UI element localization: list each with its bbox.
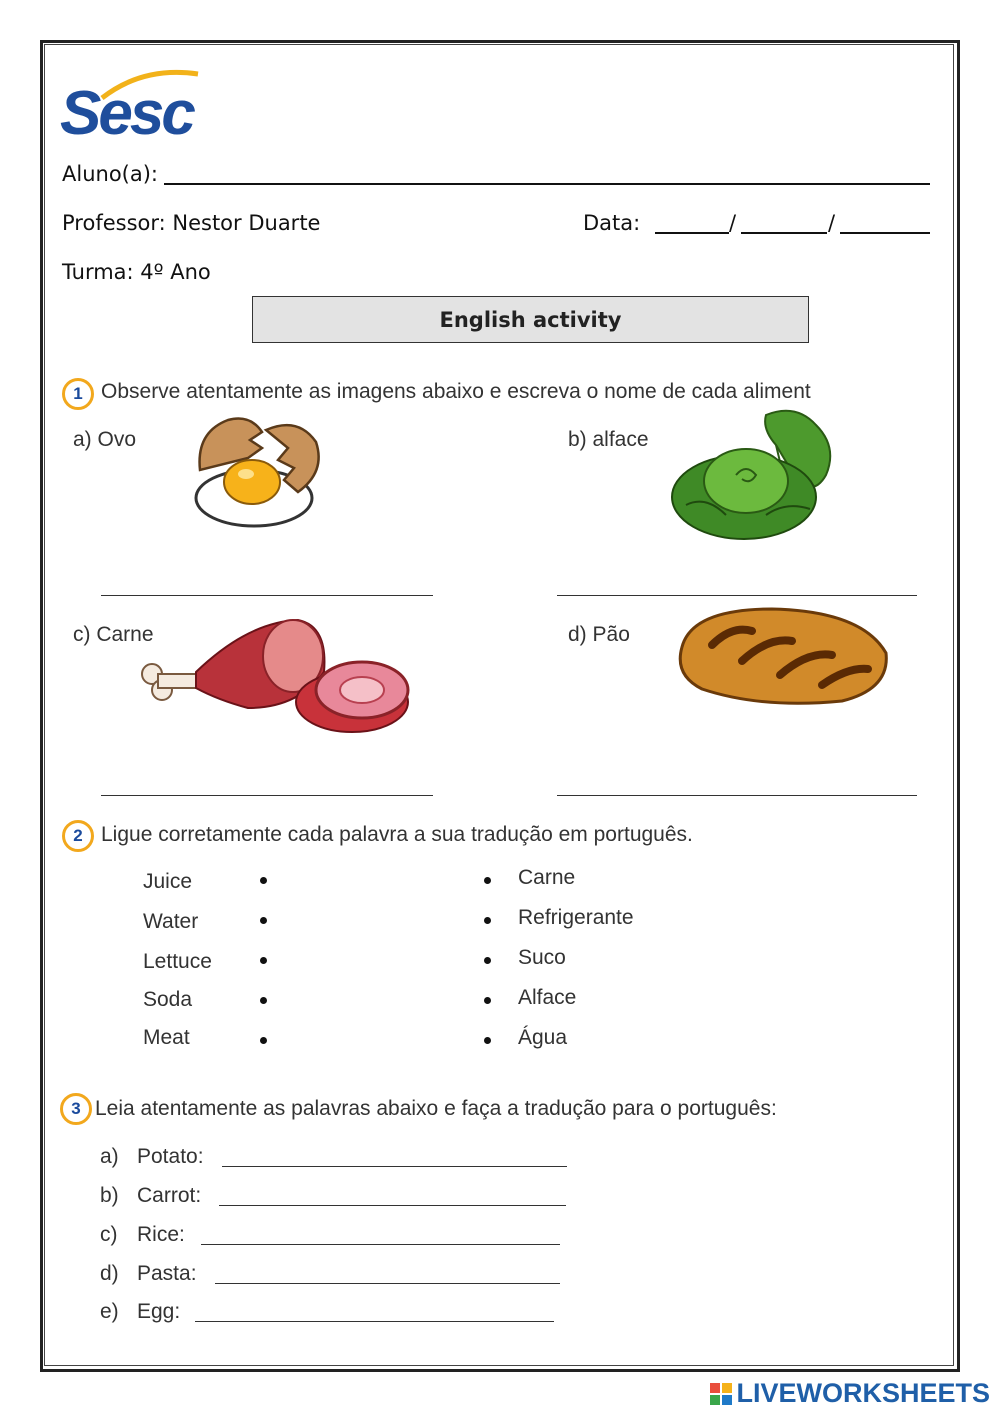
date-month-field[interactable] bbox=[741, 232, 827, 234]
date-day-field[interactable] bbox=[655, 232, 729, 234]
question-number-1: 1 bbox=[62, 378, 94, 410]
egg-icon bbox=[188, 412, 328, 532]
match-left-dot[interactable] bbox=[260, 1037, 267, 1044]
match-left-word: Soda bbox=[143, 988, 193, 1011]
match-right-word: Água bbox=[518, 1026, 568, 1049]
q3-answer-line-rice[interactable] bbox=[201, 1244, 560, 1245]
lettuce-icon bbox=[666, 405, 841, 545]
answer-line-b[interactable] bbox=[557, 595, 917, 596]
q3-item-word: Rice: bbox=[137, 1223, 185, 1246]
q3-item-word: Egg: bbox=[137, 1300, 181, 1323]
q3-answer-line-pasta[interactable] bbox=[215, 1283, 560, 1284]
q1-item-d-label: d) Pão bbox=[568, 623, 630, 646]
q1-item-a-label: a) Ovo bbox=[73, 428, 137, 451]
q3-item-word: Pasta: bbox=[137, 1262, 197, 1285]
match-left-dot[interactable] bbox=[260, 917, 267, 924]
match-left-word: Lettuce bbox=[143, 950, 212, 973]
q3-item-letter: c) bbox=[100, 1223, 118, 1246]
date-label: Data: bbox=[583, 211, 641, 235]
match-right-dot[interactable] bbox=[484, 957, 491, 964]
match-left-dot[interactable] bbox=[260, 997, 267, 1004]
student-label: Aluno(a): bbox=[62, 162, 158, 186]
liveworksheets-text: LIVEWORKSHEETS bbox=[736, 1378, 990, 1408]
q3-instruction: Leia atentamente as palavras abaixo e faça a tradução para o português: bbox=[95, 1097, 777, 1120]
match-right-word: Suco bbox=[518, 946, 566, 969]
match-left-word: Juice bbox=[143, 870, 193, 893]
date-year-field[interactable] bbox=[840, 232, 930, 234]
q3-answer-line-carrot[interactable] bbox=[219, 1205, 566, 1206]
date-separator: / bbox=[828, 211, 836, 235]
q2-instruction: Ligue corretamente cada palavra a sua tradução em português. bbox=[101, 823, 693, 846]
match-right-dot[interactable] bbox=[484, 1037, 491, 1044]
match-left-dot[interactable] bbox=[260, 957, 267, 964]
match-right-word: Carne bbox=[518, 866, 576, 889]
match-right-dot[interactable] bbox=[484, 877, 491, 884]
q3-answer-line-potato[interactable] bbox=[222, 1166, 567, 1167]
liveworksheets-brand[interactable] bbox=[710, 1378, 990, 1409]
answer-line-d[interactable] bbox=[557, 795, 917, 796]
q3-answer-line-egg[interactable] bbox=[195, 1321, 554, 1322]
answer-line-c[interactable] bbox=[101, 795, 433, 796]
meat-icon bbox=[138, 612, 413, 737]
q3-item-word: Carrot: bbox=[137, 1184, 202, 1207]
match-left-dot[interactable] bbox=[260, 877, 267, 884]
match-right-dot[interactable] bbox=[484, 997, 491, 1004]
q3-item-letter: a) bbox=[100, 1145, 119, 1168]
class-label: Turma: 4º Ano bbox=[62, 260, 211, 284]
teacher-label: Professor: Nestor Duarte bbox=[62, 211, 321, 235]
q1-item-c-label: c) Carne bbox=[73, 623, 154, 646]
answer-line-a[interactable] bbox=[101, 595, 433, 596]
date-separator: / bbox=[729, 211, 737, 235]
question-number-3: 3 bbox=[60, 1093, 92, 1125]
match-left-word: Meat bbox=[143, 1026, 190, 1049]
match-left-word: Water bbox=[143, 910, 199, 933]
q1-item-b-label: b) alface bbox=[568, 428, 649, 451]
q1-instruction: Observe atentamente as imagens abaixo e escreva o nome de cada aliment bbox=[101, 380, 811, 403]
student-name-field[interactable] bbox=[164, 183, 930, 185]
q3-item-letter: e) bbox=[100, 1300, 119, 1323]
match-right-word: Alface bbox=[518, 986, 577, 1009]
liveworksheets-logo-icon bbox=[710, 1383, 732, 1405]
match-right-dot[interactable] bbox=[484, 917, 491, 924]
question-number-2: 2 bbox=[62, 820, 94, 852]
logo-text: Sesc bbox=[60, 79, 193, 148]
q3-item-word: Potato: bbox=[137, 1145, 204, 1168]
q3-item-letter: d) bbox=[100, 1262, 119, 1285]
match-right-word: Refrigerante bbox=[518, 906, 634, 929]
page-title: English activity bbox=[252, 296, 809, 343]
q3-item-letter: b) bbox=[100, 1184, 119, 1207]
bread-icon bbox=[672, 605, 894, 710]
